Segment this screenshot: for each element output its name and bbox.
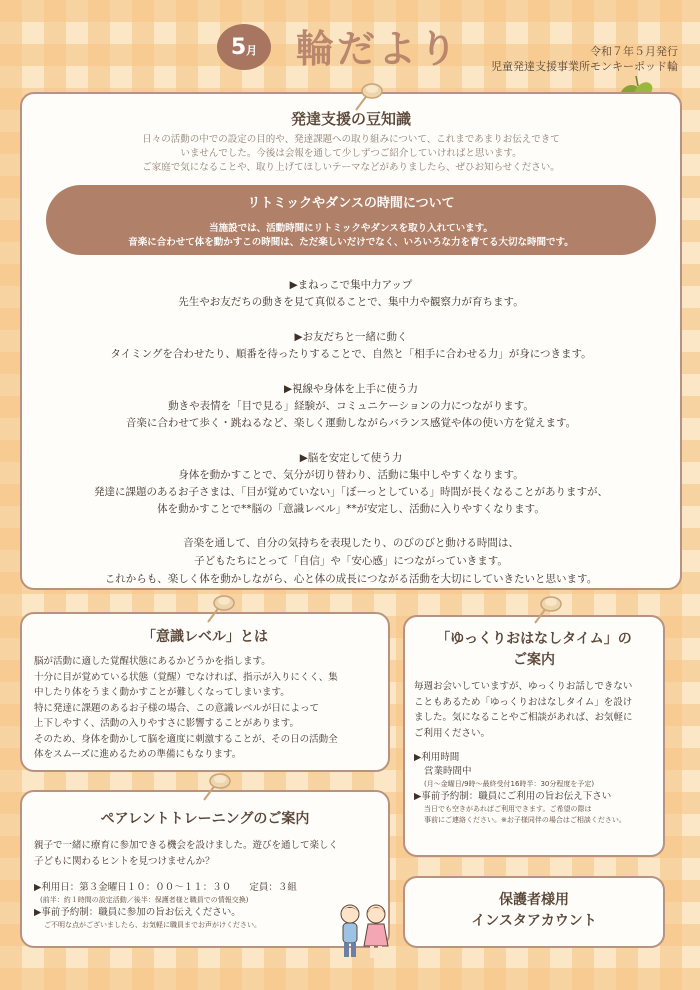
ishiki-line: そのため、身体を動かして脳を適度に刺激することが、その日の活動全 (34, 733, 338, 745)
reserve-note: 事前にご連絡ください。※お子様同伴の場合はご相談ください。 (424, 816, 626, 824)
parent-heading: ペアレントトレーニングのご案内 (100, 811, 310, 827)
reserve-note: ご不明な点がございましたら、お気軽に職員までお声がけください。 (44, 921, 261, 929)
reserve-label: ▶事前予約制：職員にご利用の旨お伝え下さい (414, 791, 612, 802)
newsletter-title: 輪だより (296, 27, 461, 71)
time-value: 営業時間中 (424, 766, 472, 777)
topic-line: 発達に課題のあるお子さまは、「目が覚めていない」「ぼーっとしている」時間が長くなることがありますが、 (93, 486, 609, 498)
closing-line: 音楽を通して、自分の気持ちを表現したり、のびのびと動ける時間は、 (183, 537, 519, 549)
banner-title: リトミックやダンスの時間について (247, 196, 455, 211)
topic-line: 音楽に合わせて歩く・跳ねるなど、楽しく運動しながらバランス感覚や体の使い方を覚えます。 (125, 417, 577, 429)
ohanashi-details (414, 751, 663, 826)
ishiki-line: 脳が活動に適した覚醒状態にあるかどうかを指します。 (34, 656, 271, 667)
issue-date: 令和７年５月発行 (590, 45, 678, 58)
pushpin-icon (200, 592, 240, 626)
ohanashi-line: 毎週お会いしていますが、ゆっくりお話しできない (414, 681, 633, 692)
pushpin-icon (527, 593, 567, 627)
knowledge-panel (20, 92, 682, 590)
topic-heading: ▶まねっこで集中力アップ (289, 279, 413, 291)
reserve-label: ▶事前予約制：職員に参加の旨お伝えください。 (34, 907, 241, 918)
account-line: 保護者様用 (499, 892, 569, 908)
ishiki-line: 体をスムーズに進めるための準備にもなります。 (34, 749, 242, 760)
ishiki-line: 上下しやすく、活動の入りやすさに影響することがあります。 (34, 718, 300, 729)
ishiki-panel (20, 612, 390, 772)
ohanashi-line: ご利用ください。 (414, 727, 491, 739)
topic-line: 身体を動かすことで、気分が切り替わり、活動に集中しやすくなります。 (178, 469, 524, 481)
ishiki-line: 十分に目が覚めている状態（覚醒）でなければ、指示が入りにくく、集 (34, 671, 338, 683)
topic-heading: ▶視線や身体を上手に使う力 (283, 383, 419, 395)
intro-line: いませんでした。今後は会報を通して少しずつご紹介していければと思います。 (180, 148, 522, 159)
ohanashi-line: ました。気になることやご相談があれば、お気軽に (414, 712, 633, 723)
topic-section (22, 450, 680, 518)
ohanashi-heading-line: 「ゆっくりおはなしタイム」の (436, 631, 632, 647)
intro-line: 日々の活動の中での設定の目的や、発達課題への取り組みについて、これまであまりお伝えできて (142, 134, 560, 145)
month-suffix: 月 (246, 44, 258, 57)
use-note: (前半：約１時間の設定活動／後半：保護者様と職員での情報交換) (40, 896, 249, 904)
month-number: 5 (230, 34, 247, 60)
parent-body (34, 838, 388, 869)
ishiki-line: 中したり体をうまく動かすことが難しくなってしまいます。 (34, 687, 290, 698)
intro-line: ご家庭で気になることや、取り上げてほしいテーマなどがありましたら、ぜひお知らせください。 (142, 162, 560, 173)
time-note: (月〜金曜日/9時〜最終受付16時半：30分程度を予定) (424, 780, 595, 788)
issue-info (491, 44, 678, 74)
children-illustration-icon (334, 900, 394, 966)
month-badge (217, 24, 271, 70)
ohanashi-body (414, 679, 663, 741)
use-label: ▶利用日：第３金曜日１０：００〜１１：３０ (34, 882, 232, 893)
topic-line: 先生やお友だちの動きを見て真似ることで、集中力や観察力が育ちます。 (178, 296, 524, 308)
ohanashi-heading (405, 629, 663, 671)
topic-heading: ▶お友だちと一緒に動く (294, 331, 408, 343)
parent-line: 親子で一緒に療育に参加できる機会を設けました。遊びを通して楽しく (34, 840, 339, 851)
topic-line: 体を動かすことで**脳の「意識レベル」**が安定し、活動に入りやすくなります。 (157, 503, 545, 515)
pushpin-icon (348, 80, 388, 114)
banner-line: 音楽に合わせて体を動かすこの時間は、ただ楽しいだけでなく、いろいろな力を育てる大切な時間です。 (128, 237, 574, 248)
banner-body (46, 222, 656, 250)
topic-section (22, 329, 680, 363)
topic-line: タイミングを合わせたり、順番を待ったりすることで、自然と「相手に合わせる力」が身につきます。 (110, 348, 592, 360)
topic-heading: ▶脳を安定して使う力 (299, 452, 403, 464)
knowledge-intro (22, 133, 680, 175)
ishiki-line: 特に発達に課題のあるお子様の場合、この意識レベルが日によって (34, 702, 320, 714)
parent-line: 子どもに関わるヒントを見つけませんか？ (34, 855, 215, 867)
ohanashi-panel (403, 615, 665, 857)
knowledge-heading: 発達支援の豆知識 (290, 110, 411, 128)
topic-section (22, 381, 680, 432)
topic-line: 動きや表情を「目で見る」経験が、コミュニケーションの力につながります。 (168, 400, 534, 412)
closing-line: これからも、楽しく体を動かしながら、心と体の成長につながる活動を大切にしていきたいと思います。 (104, 573, 598, 585)
ohanashi-heading-line: ご案内 (513, 652, 555, 668)
time-label: ▶利用時間 (414, 752, 460, 763)
topic-section (22, 277, 680, 311)
ohanashi-line: こともあるため「ゆっくりおはなしタイム」を設け (414, 696, 633, 708)
use-row (34, 881, 388, 895)
publisher-name: 児童発達支援事業所モンキーポッド輪 (491, 60, 678, 73)
ishiki-body (34, 654, 388, 763)
reserve-note: 当日でも空きがあればご利用できます。ご希望の際は (424, 805, 592, 813)
rhythmic-banner (46, 185, 656, 255)
instagram-panel[interactable] (403, 876, 665, 948)
capacity: 定員：３組 (249, 882, 297, 893)
ishiki-heading: 「意識レベル」とは (142, 629, 268, 645)
header (0, 0, 700, 90)
account-line: インスタアカウント (471, 913, 597, 929)
closing-line: 子どもたちにとって「自信」や「安心感」につながっていきます。 (194, 555, 508, 567)
pushpin-icon (196, 770, 236, 804)
banner-line: 当施設では、活動時間にリトミックやダンスを取り入れています。 (209, 223, 493, 234)
closing-message (22, 534, 680, 588)
account-text (405, 890, 663, 932)
